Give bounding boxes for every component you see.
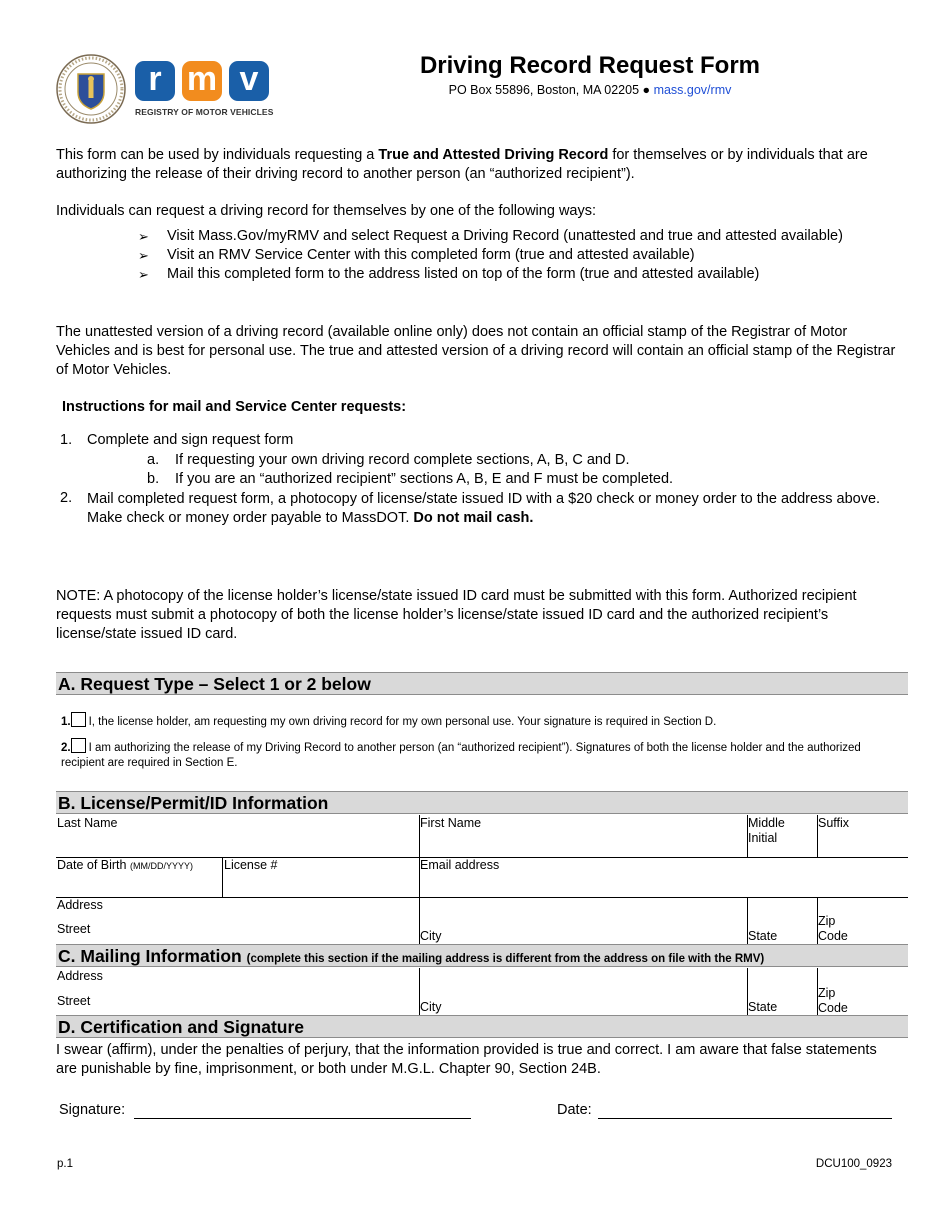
- mailing-city-label: City: [420, 1000, 442, 1014]
- bullet-separator: ●: [642, 83, 651, 97]
- intro-paragraph: [56, 146, 901, 184]
- section-c-title: C. Mailing Information: [58, 946, 242, 966]
- city-label: City: [420, 929, 442, 943]
- step-1: Complete and sign request form: [87, 432, 294, 448]
- form-code: DCU100_0923: [815, 1158, 892, 1170]
- step-2-warning: Do not mail cash.: [413, 510, 534, 526]
- way-item-service-center: ➢ Visit an RMV Service Center with this completed form (true and attested available): [138, 246, 858, 265]
- step-2: [87, 490, 897, 528]
- step-2-text: Mail completed request form, a photocopy of license/state issued ID with a $20 check or money order to the address above. Make check or money order payable to MassDOT.: [87, 491, 881, 526]
- email-label: Email address: [420, 858, 500, 872]
- date-label: Date:: [557, 1102, 592, 1118]
- sub-letter-a: a.: [147, 452, 160, 468]
- page-number: p.1: [57, 1158, 73, 1170]
- certification-text: I swear (affirm), under the penalties of perjury, that the information provided is true and correct. I am aware that false statements are punishable by fine, imprisonment, or both under M.G.L. Chapter 90, Section 24B.: [56, 1042, 877, 1077]
- address-label: Address: [57, 898, 103, 912]
- rmv-logo-letter-m: m: [182, 61, 222, 101]
- step-number-1: 1.: [60, 432, 73, 448]
- rmv-logo-letter-v: v: [229, 61, 269, 101]
- option-1-number: 1.: [61, 716, 71, 728]
- form-column-divider: [222, 857, 223, 897]
- mailing-address-label: Address: [57, 969, 103, 983]
- date-line[interactable]: [598, 1100, 892, 1119]
- dob-label-text: Date of Birth: [57, 858, 127, 872]
- dob-label: [57, 858, 193, 872]
- step-number-2: 2.: [60, 490, 73, 506]
- po-box-address: PO Box 55896, Boston, MA 02205: [448, 83, 640, 97]
- way-item-online: ➢ Visit Mass.Gov/myRMV and select Request a Driving Record (unattested and true and attested available): [138, 227, 858, 246]
- step-1b: If you are an “authorized recipient” sections A, B, E and F must be completed.: [175, 471, 674, 487]
- option-2-row: [61, 738, 881, 771]
- website-link[interactable]: mass.gov/rmv: [653, 83, 732, 97]
- suffix-label: Suffix: [818, 816, 850, 830]
- rmv-logo-letter-r: r: [135, 61, 175, 101]
- street-label: Street: [57, 922, 91, 936]
- option-1-row: [61, 712, 716, 728]
- photocopy-note: NOTE: A photocopy of the license holder’s license/state issued ID card must be submitted with this form. Authorized recipient requests must submit a photocopy of both the license holder’s license/state issued ID card and the authorized recipient’s license/state issued ID card.: [56, 588, 857, 642]
- zip-code-label: Zip Code: [818, 914, 848, 943]
- dob-format-hint: (MM/DD/YYYY): [129, 861, 193, 871]
- option-2-checkbox[interactable]: [71, 738, 86, 753]
- form-row-divider: [56, 897, 908, 898]
- intro-text-2: for themselves or by individuals that are authorizing the release of their driving record to another person (an “authorized recipient”).: [56, 147, 868, 182]
- last-name-label: Last Name: [57, 816, 118, 830]
- form-column-divider: [419, 815, 420, 944]
- massachusetts-seal-icon: [56, 54, 126, 124]
- mailing-street-label: Street: [57, 994, 91, 1008]
- state-label: State: [748, 929, 778, 943]
- intro-bold-text: True and Attested Driving Record: [378, 147, 609, 163]
- license-number-label: License #: [224, 858, 278, 872]
- ways-heading: Individuals can request a driving record for themselves by one of the following ways:: [56, 203, 597, 219]
- middle-initial-label: Middle Initial: [748, 816, 785, 845]
- option-2-label: I am authorizing the release of my Driving Record to another person (an “authorized recipient”). Signatures of both the license holder and the authorized recipient are required in Section E.: [61, 742, 861, 769]
- option-2-number: 2.: [61, 742, 71, 754]
- intro-text-1: This form can be used by individuals requesting a: [56, 147, 379, 163]
- section-c-note: (complete this section if the mailing address is different from the address on file with the RMV): [246, 953, 765, 965]
- step-1a: If requesting your own driving record complete sections, A, B, C and D.: [175, 452, 630, 468]
- page-title: Driving Record Request Form: [419, 52, 761, 79]
- mailing-zip-label: Zip Code: [818, 986, 848, 1015]
- signature-label: Signature:: [59, 1102, 126, 1118]
- ways-list: [138, 227, 858, 284]
- section-d-header: D. Certification and Signature: [56, 1015, 908, 1038]
- sub-letter-b: b.: [147, 471, 160, 487]
- first-name-label: First Name: [420, 816, 482, 830]
- way-item-mail: ➢ Mail this completed form to the address listed on top of the form (true and attested available): [138, 265, 858, 284]
- section-c-header: [56, 944, 908, 967]
- instructions-heading: Instructions for mail and Service Center requests:: [62, 399, 407, 415]
- option-1-label: I, the license holder, am requesting my own driving record for my own personal use. Your signature is required in Section D.: [88, 716, 717, 728]
- page-subtitle: [390, 83, 790, 97]
- section-a-header: A. Request Type – Select 1 or 2 below: [56, 672, 908, 695]
- rmv-logo-tagline: REGISTRY OF MOTOR VEHICLES: [135, 107, 274, 117]
- signature-line[interactable]: [134, 1100, 471, 1119]
- section-b-header: B. License/Permit/ID Information: [56, 791, 908, 814]
- attested-explanation: The unattested version of a driving record (available online only) does not contain an official stamp of the Registrar of Motor Vehicles and is best for personal use. The true and attested version of a driving record will contain an official stamp of the Registrar of Motor Vehicles.: [56, 324, 896, 378]
- option-1-checkbox[interactable]: [71, 712, 86, 727]
- mailing-state-label: State: [748, 1000, 778, 1014]
